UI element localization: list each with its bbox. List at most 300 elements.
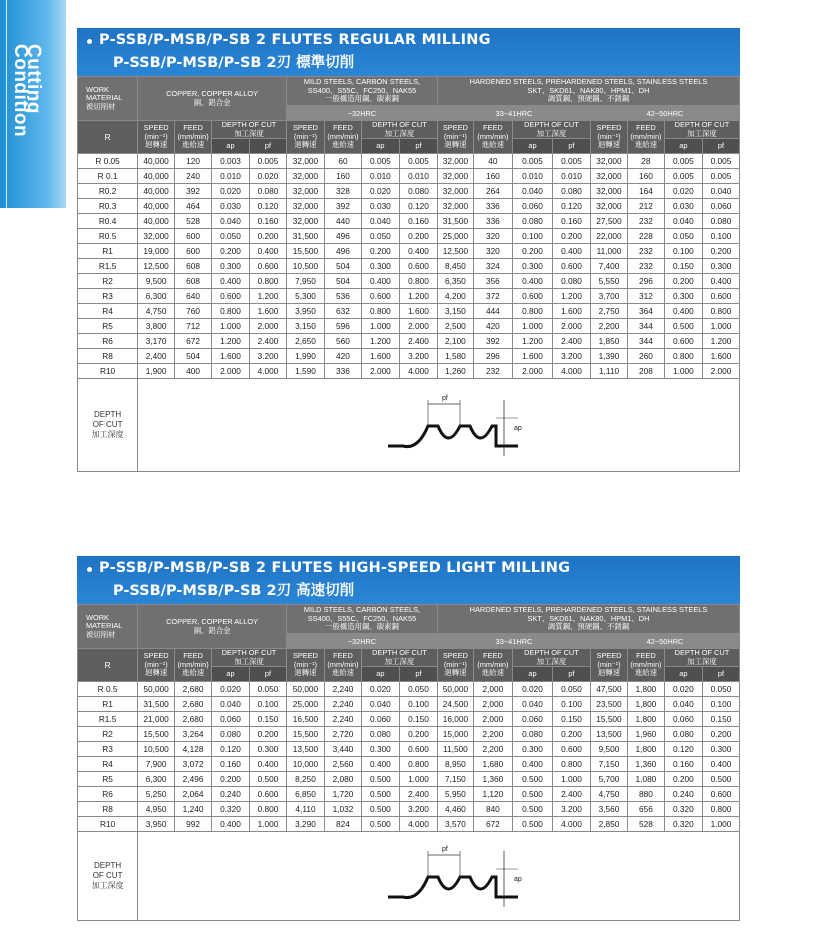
header-line: SPEED — [596, 123, 622, 133]
high-speed-milling-section — [77, 556, 740, 921]
value-cell: 1,390 — [591, 349, 628, 364]
value-cell: 11,500 — [437, 742, 473, 757]
value-cell: 400 — [175, 364, 212, 379]
header-line: (min⁻¹) — [293, 659, 318, 669]
value-cell: 596 — [324, 319, 361, 334]
value-cell: 40 — [473, 154, 512, 169]
value-cell: 336 — [324, 364, 361, 379]
section-header — [77, 556, 740, 604]
header-line: FEED — [183, 123, 203, 133]
value-cell: 1.600 — [553, 304, 591, 319]
header-line: HARDENED STEELS, PREHARDENED STEELS, STAINLESS STEELS — [469, 605, 708, 615]
value-cell: 0.150 — [250, 712, 287, 727]
value-cell: 13,500 — [286, 742, 324, 757]
bullet-icon — [87, 39, 92, 44]
radius-cell: R10 — [78, 364, 138, 379]
header-line: 加工深度 — [687, 128, 717, 138]
value-cell: 160 — [627, 169, 664, 184]
hardened-steel-header — [437, 605, 739, 634]
value-cell: 1.600 — [250, 304, 287, 319]
table-row — [78, 304, 740, 319]
pf-label: pf — [702, 139, 739, 154]
pf-label: pf — [399, 139, 437, 154]
value-cell: 0.060 — [512, 199, 552, 214]
value-cell: 0.300 — [361, 259, 399, 274]
value-cell: 840 — [473, 802, 512, 817]
value-cell: 0.005 — [664, 154, 702, 169]
value-cell: 1,990 — [286, 349, 324, 364]
hrc-label: ~32HRC — [286, 106, 437, 121]
radius-cell: R3 — [78, 742, 138, 757]
value-cell: 2,240 — [324, 682, 361, 697]
value-cell: 5,300 — [286, 289, 324, 304]
value-cell: 2,750 — [591, 304, 628, 319]
value-cell: 32,000 — [591, 169, 628, 184]
value-cell: 0.400 — [702, 757, 739, 772]
value-cell: 31,500 — [138, 697, 175, 712]
value-cell: 0.020 — [250, 169, 287, 184]
value-cell: 232 — [627, 259, 664, 274]
value-cell: 2,850 — [591, 817, 628, 832]
header-line: DEPTH OF CUT — [524, 648, 579, 657]
value-cell: 212 — [627, 199, 664, 214]
header-line: 進給速 — [331, 140, 355, 150]
value-cell: 3.200 — [553, 349, 591, 364]
value-cell: 22,000 — [591, 229, 628, 244]
value-cell: 50,000 — [138, 682, 175, 697]
value-cell: 7,900 — [138, 757, 175, 772]
value-cell: 2.000 — [553, 319, 591, 334]
value-cell: 0.600 — [702, 289, 739, 304]
radius-cell: R 0.1 — [78, 169, 138, 184]
value-cell: 0.150 — [702, 712, 739, 727]
value-cell: 4.000 — [553, 817, 591, 832]
value-cell: 4.000 — [399, 364, 437, 379]
header-line: 銅、鋁合金 — [193, 97, 231, 107]
value-cell: 32,000 — [437, 154, 473, 169]
value-cell: 0.200 — [212, 772, 250, 787]
value-cell: 13,500 — [591, 727, 628, 742]
value-cell: 160 — [473, 169, 512, 184]
header-line: (min⁻¹) — [443, 659, 468, 669]
value-cell: 24,500 — [437, 697, 473, 712]
value-cell: 1,850 — [591, 334, 628, 349]
value-cell: 2.400 — [250, 334, 287, 349]
value-cell: 4,128 — [175, 742, 212, 757]
depth-of-cut-label — [78, 832, 138, 921]
table-row — [78, 349, 740, 364]
value-cell: 1.200 — [250, 289, 287, 304]
value-cell: 0.005 — [702, 169, 739, 184]
value-cell: 672 — [473, 817, 512, 832]
value-cell: 2,200 — [591, 319, 628, 334]
depth-header — [664, 121, 739, 139]
value-cell: 0.500 — [361, 817, 399, 832]
value-cell: 672 — [175, 334, 212, 349]
depth-diagram-row — [78, 379, 740, 472]
value-cell: 0.500 — [361, 787, 399, 802]
value-cell: 3,950 — [138, 817, 175, 832]
value-cell: 0.500 — [512, 787, 552, 802]
value-cell: 0.005 — [399, 154, 437, 169]
value-cell: 0.600 — [664, 334, 702, 349]
value-cell: 0.800 — [702, 802, 739, 817]
value-cell: 15,500 — [591, 712, 628, 727]
value-cell: 6,300 — [138, 772, 175, 787]
hrc-label: 42~50HRC — [591, 106, 740, 121]
param-header-row — [78, 649, 740, 667]
value-cell: 8,450 — [437, 259, 473, 274]
value-cell: 0.600 — [250, 787, 287, 802]
value-cell: 336 — [473, 199, 512, 214]
value-cell: 4,750 — [591, 787, 628, 802]
header-line: 迴轉速 — [597, 668, 621, 678]
side-tab-line — [6, 0, 7, 208]
header-line: FEED — [636, 123, 656, 133]
value-cell: 364 — [627, 304, 664, 319]
value-cell: 3,072 — [175, 757, 212, 772]
value-cell: 0.500 — [512, 772, 552, 787]
value-cell: 1.600 — [361, 349, 399, 364]
depth-of-cut-diagram — [368, 841, 568, 911]
value-cell: 1,260 — [437, 364, 473, 379]
mild-steel-header — [286, 77, 437, 106]
value-cell: 420 — [473, 319, 512, 334]
header-line: FEED — [636, 651, 656, 661]
value-cell: 32,000 — [591, 184, 628, 199]
value-cell: 0.800 — [702, 304, 739, 319]
header-line: COPPER, COPPER ALLOY — [166, 88, 259, 98]
table-row — [78, 682, 740, 697]
speed-header — [591, 121, 628, 154]
value-cell: 2,200 — [473, 727, 512, 742]
ap-label: ap — [512, 667, 552, 682]
value-cell: 4.000 — [250, 364, 287, 379]
value-cell: 0.320 — [664, 802, 702, 817]
value-cell: 0.600 — [702, 787, 739, 802]
value-cell: 7,150 — [591, 757, 628, 772]
speed-header — [437, 121, 473, 154]
value-cell: 1,080 — [627, 772, 664, 787]
value-cell: 31,500 — [286, 229, 324, 244]
value-cell: 0.080 — [250, 184, 287, 199]
copper-header — [138, 605, 287, 649]
table-row — [78, 772, 740, 787]
value-cell: 3,570 — [437, 817, 473, 832]
value-cell: 1.600 — [702, 349, 739, 364]
header-line: DEPTH OF CUT — [372, 120, 427, 129]
value-cell: 0.020 — [212, 184, 250, 199]
value-cell: 0.300 — [702, 259, 739, 274]
feed-header — [175, 649, 212, 682]
side-tab — [0, 0, 66, 208]
value-cell: 496 — [324, 229, 361, 244]
table-row — [78, 154, 740, 169]
value-cell: 208 — [627, 364, 664, 379]
value-cell: 0.600 — [512, 289, 552, 304]
value-cell: 328 — [324, 184, 361, 199]
value-cell: 1,110 — [591, 364, 628, 379]
value-cell: 0.400 — [250, 244, 287, 259]
header-line: 進給速 — [481, 668, 504, 678]
value-cell: 656 — [627, 802, 664, 817]
value-cell: 3,290 — [286, 817, 324, 832]
value-cell: 1,580 — [437, 349, 473, 364]
table-row — [78, 319, 740, 334]
table-row — [78, 259, 740, 274]
value-cell: 3.200 — [399, 802, 437, 817]
radius-cell: R5 — [78, 772, 138, 787]
value-cell: 1.600 — [212, 349, 250, 364]
value-cell: 824 — [324, 817, 361, 832]
value-cell: 9,500 — [138, 274, 175, 289]
speed-header — [437, 649, 473, 682]
header-line: DEPTH OF CUT — [372, 648, 427, 657]
value-cell: 232 — [627, 244, 664, 259]
value-cell: 0.030 — [361, 199, 399, 214]
value-cell: 0.050 — [553, 682, 591, 697]
table-row — [78, 184, 740, 199]
value-cell: 880 — [627, 787, 664, 802]
header-line: FEED — [183, 651, 203, 661]
value-cell: 1.600 — [512, 349, 552, 364]
value-cell: 4,950 — [138, 802, 175, 817]
value-cell: 0.200 — [553, 229, 591, 244]
value-cell: 0.005 — [553, 154, 591, 169]
value-cell: 15,500 — [286, 727, 324, 742]
value-cell: 600 — [175, 244, 212, 259]
value-cell: 0.100 — [664, 244, 702, 259]
value-cell: 0.050 — [250, 682, 287, 697]
value-cell: 0.030 — [664, 199, 702, 214]
value-cell: 0.030 — [212, 199, 250, 214]
value-cell: 1.600 — [399, 304, 437, 319]
value-cell: 0.005 — [361, 154, 399, 169]
header-line: 進給速 — [481, 140, 504, 150]
value-cell: 0.600 — [250, 259, 287, 274]
value-cell: 0.160 — [399, 214, 437, 229]
value-cell: 7,400 — [591, 259, 628, 274]
value-cell: 2,000 — [473, 682, 512, 697]
radius-cell: R0.4 — [78, 214, 138, 229]
value-cell: 2.400 — [399, 787, 437, 802]
value-cell: 2.000 — [361, 364, 399, 379]
value-cell: 0.080 — [512, 727, 552, 742]
header-line: DEPTH OF CUT — [221, 648, 277, 657]
value-cell: 0.200 — [512, 244, 552, 259]
value-cell: 0.150 — [553, 712, 591, 727]
hrc-label: ~32HRC — [286, 634, 437, 649]
value-cell: 0.800 — [553, 757, 591, 772]
value-cell: 1.200 — [361, 334, 399, 349]
value-cell: 232 — [627, 214, 664, 229]
value-cell: 0.800 — [512, 304, 552, 319]
value-cell: 5,950 — [437, 787, 473, 802]
value-cell: 0.100 — [399, 697, 437, 712]
header-line: OF CUT — [92, 420, 123, 430]
value-cell: 2.000 — [512, 364, 552, 379]
radius-cell: R5 — [78, 319, 138, 334]
radius-cell: R3 — [78, 289, 138, 304]
header-line: 一般構造用鋼、碳素鋼 — [325, 622, 399, 632]
value-cell: 2,680 — [175, 697, 212, 712]
header-line: 加工深度 — [91, 430, 124, 440]
value-cell: 2.000 — [702, 364, 739, 379]
radius-cell: R8 — [78, 802, 138, 817]
section-title-zh: P-SSB/P-MSB/P-SB 2刃 標準切削 — [113, 55, 355, 71]
value-cell: 0.040 — [664, 697, 702, 712]
value-cell: 0.120 — [399, 199, 437, 214]
header-line: 加工深度 — [536, 128, 567, 138]
value-cell: 32,000 — [286, 214, 324, 229]
value-cell: 2,000 — [473, 712, 512, 727]
speed-header — [591, 649, 628, 682]
feed-header — [627, 121, 664, 154]
value-cell: 0.150 — [399, 712, 437, 727]
header-line: 進給速 — [181, 668, 205, 678]
value-cell: 9,500 — [591, 742, 628, 757]
header-line: 迴轉速 — [597, 140, 621, 150]
value-cell: 1.000 — [664, 364, 702, 379]
header-line: (mm/min) — [177, 659, 209, 669]
value-cell: 164 — [627, 184, 664, 199]
value-cell: 4.000 — [553, 364, 591, 379]
value-cell: 3,800 — [138, 319, 175, 334]
header-line: FEED — [483, 651, 503, 661]
radius-cell: R4 — [78, 304, 138, 319]
value-cell: 16,500 — [286, 712, 324, 727]
value-cell: 4.000 — [399, 817, 437, 832]
value-cell: 0.800 — [250, 274, 287, 289]
value-cell: 0.600 — [399, 742, 437, 757]
value-cell: 2,064 — [175, 787, 212, 802]
header-line: SPEED — [292, 651, 319, 661]
value-cell: 0.120 — [250, 199, 287, 214]
value-cell: 420 — [324, 349, 361, 364]
value-cell: 0.300 — [212, 259, 250, 274]
value-cell: 240 — [175, 169, 212, 184]
value-cell: 16,000 — [437, 712, 473, 727]
radius-cell: R6 — [78, 334, 138, 349]
header-line: SPEED — [442, 651, 468, 661]
value-cell: 0.400 — [361, 274, 399, 289]
table-row — [78, 787, 740, 802]
value-cell: 0.010 — [512, 169, 552, 184]
value-cell: 1,680 — [473, 757, 512, 772]
header-line: 迴轉速 — [444, 140, 467, 150]
header-line: (mm/min) — [477, 659, 509, 669]
header-line: (mm/min) — [477, 131, 509, 141]
value-cell: 0.800 — [399, 274, 437, 289]
header-line: (mm/min) — [327, 131, 359, 141]
value-cell: 0.160 — [212, 757, 250, 772]
radius-cell: R1 — [78, 244, 138, 259]
value-cell: 0.060 — [702, 199, 739, 214]
depth-header — [212, 121, 287, 139]
header-line: (min⁻¹) — [144, 659, 168, 669]
header-line: SPEED — [143, 123, 169, 133]
value-cell: 32,000 — [591, 199, 628, 214]
value-cell: 0.040 — [212, 214, 250, 229]
value-cell: 32,000 — [286, 169, 324, 184]
header-line: 進給速 — [181, 140, 205, 150]
table-row — [78, 244, 740, 259]
header-line: 加工深度 — [234, 128, 264, 138]
value-cell: 0.020 — [664, 184, 702, 199]
value-cell: 0.080 — [553, 184, 591, 199]
pf-label: pf — [702, 667, 739, 682]
depth-header — [664, 649, 739, 667]
value-cell: 23,500 — [591, 697, 628, 712]
value-cell: 1,800 — [627, 742, 664, 757]
table-row — [78, 289, 740, 304]
value-cell: 1,800 — [627, 682, 664, 697]
value-cell: 120 — [175, 154, 212, 169]
value-cell: 0.080 — [553, 274, 591, 289]
table-row — [78, 214, 740, 229]
header-line: SKT、SKD61、NAK80、HPM1、DH — [527, 613, 650, 623]
value-cell: 0.600 — [553, 259, 591, 274]
value-cell: 528 — [175, 214, 212, 229]
regular-milling-section — [77, 28, 740, 472]
value-cell: 0.300 — [512, 742, 552, 757]
header-line: 進給速 — [634, 140, 658, 150]
value-cell: 2.400 — [553, 787, 591, 802]
header-line: (min⁻¹) — [443, 131, 468, 141]
value-cell: 0.600 — [212, 289, 250, 304]
value-cell: 0.300 — [702, 742, 739, 757]
header-line: WORK — [86, 612, 109, 622]
value-cell: 0.400 — [664, 304, 702, 319]
radius-cell: R 0.05 — [78, 154, 138, 169]
header-line: 加工深度 — [687, 656, 717, 666]
depth-of-cut-diagram — [368, 390, 568, 460]
header-line: FEED — [483, 123, 503, 133]
value-cell: 1.000 — [702, 319, 739, 334]
value-cell: 5,700 — [591, 772, 628, 787]
value-cell: 0.005 — [512, 154, 552, 169]
value-cell: 1.200 — [512, 334, 552, 349]
value-cell: 11,000 — [591, 244, 628, 259]
value-cell: 0.500 — [250, 772, 287, 787]
value-cell: 3.200 — [553, 802, 591, 817]
value-cell: 760 — [175, 304, 212, 319]
header-line: 迴轉速 — [145, 140, 168, 150]
value-cell: 0.100 — [553, 697, 591, 712]
value-cell: 0.010 — [212, 169, 250, 184]
value-cell: 0.600 — [399, 259, 437, 274]
depth-of-cut-label — [78, 379, 138, 472]
value-cell: 0.500 — [512, 802, 552, 817]
value-cell: 0.240 — [664, 787, 702, 802]
header-line: 迴轉速 — [294, 668, 317, 678]
header-line: (mm/min) — [327, 659, 359, 669]
material-header-row — [78, 605, 740, 634]
value-cell: 160 — [324, 169, 361, 184]
value-cell: 0.040 — [512, 184, 552, 199]
value-cell: 1.200 — [399, 289, 437, 304]
value-cell: 0.020 — [212, 682, 250, 697]
value-cell: 0.240 — [212, 787, 250, 802]
header-line: HARDENED STEELS, PREHARDENED STEELS, STAINLESS STEELS — [469, 77, 708, 87]
value-cell: 10,000 — [286, 757, 324, 772]
value-cell: 1,800 — [627, 712, 664, 727]
value-cell: 27,500 — [591, 214, 628, 229]
value-cell: 392 — [175, 184, 212, 199]
table-row — [78, 757, 740, 772]
value-cell: 6,300 — [138, 289, 175, 304]
value-cell: 6,850 — [286, 787, 324, 802]
